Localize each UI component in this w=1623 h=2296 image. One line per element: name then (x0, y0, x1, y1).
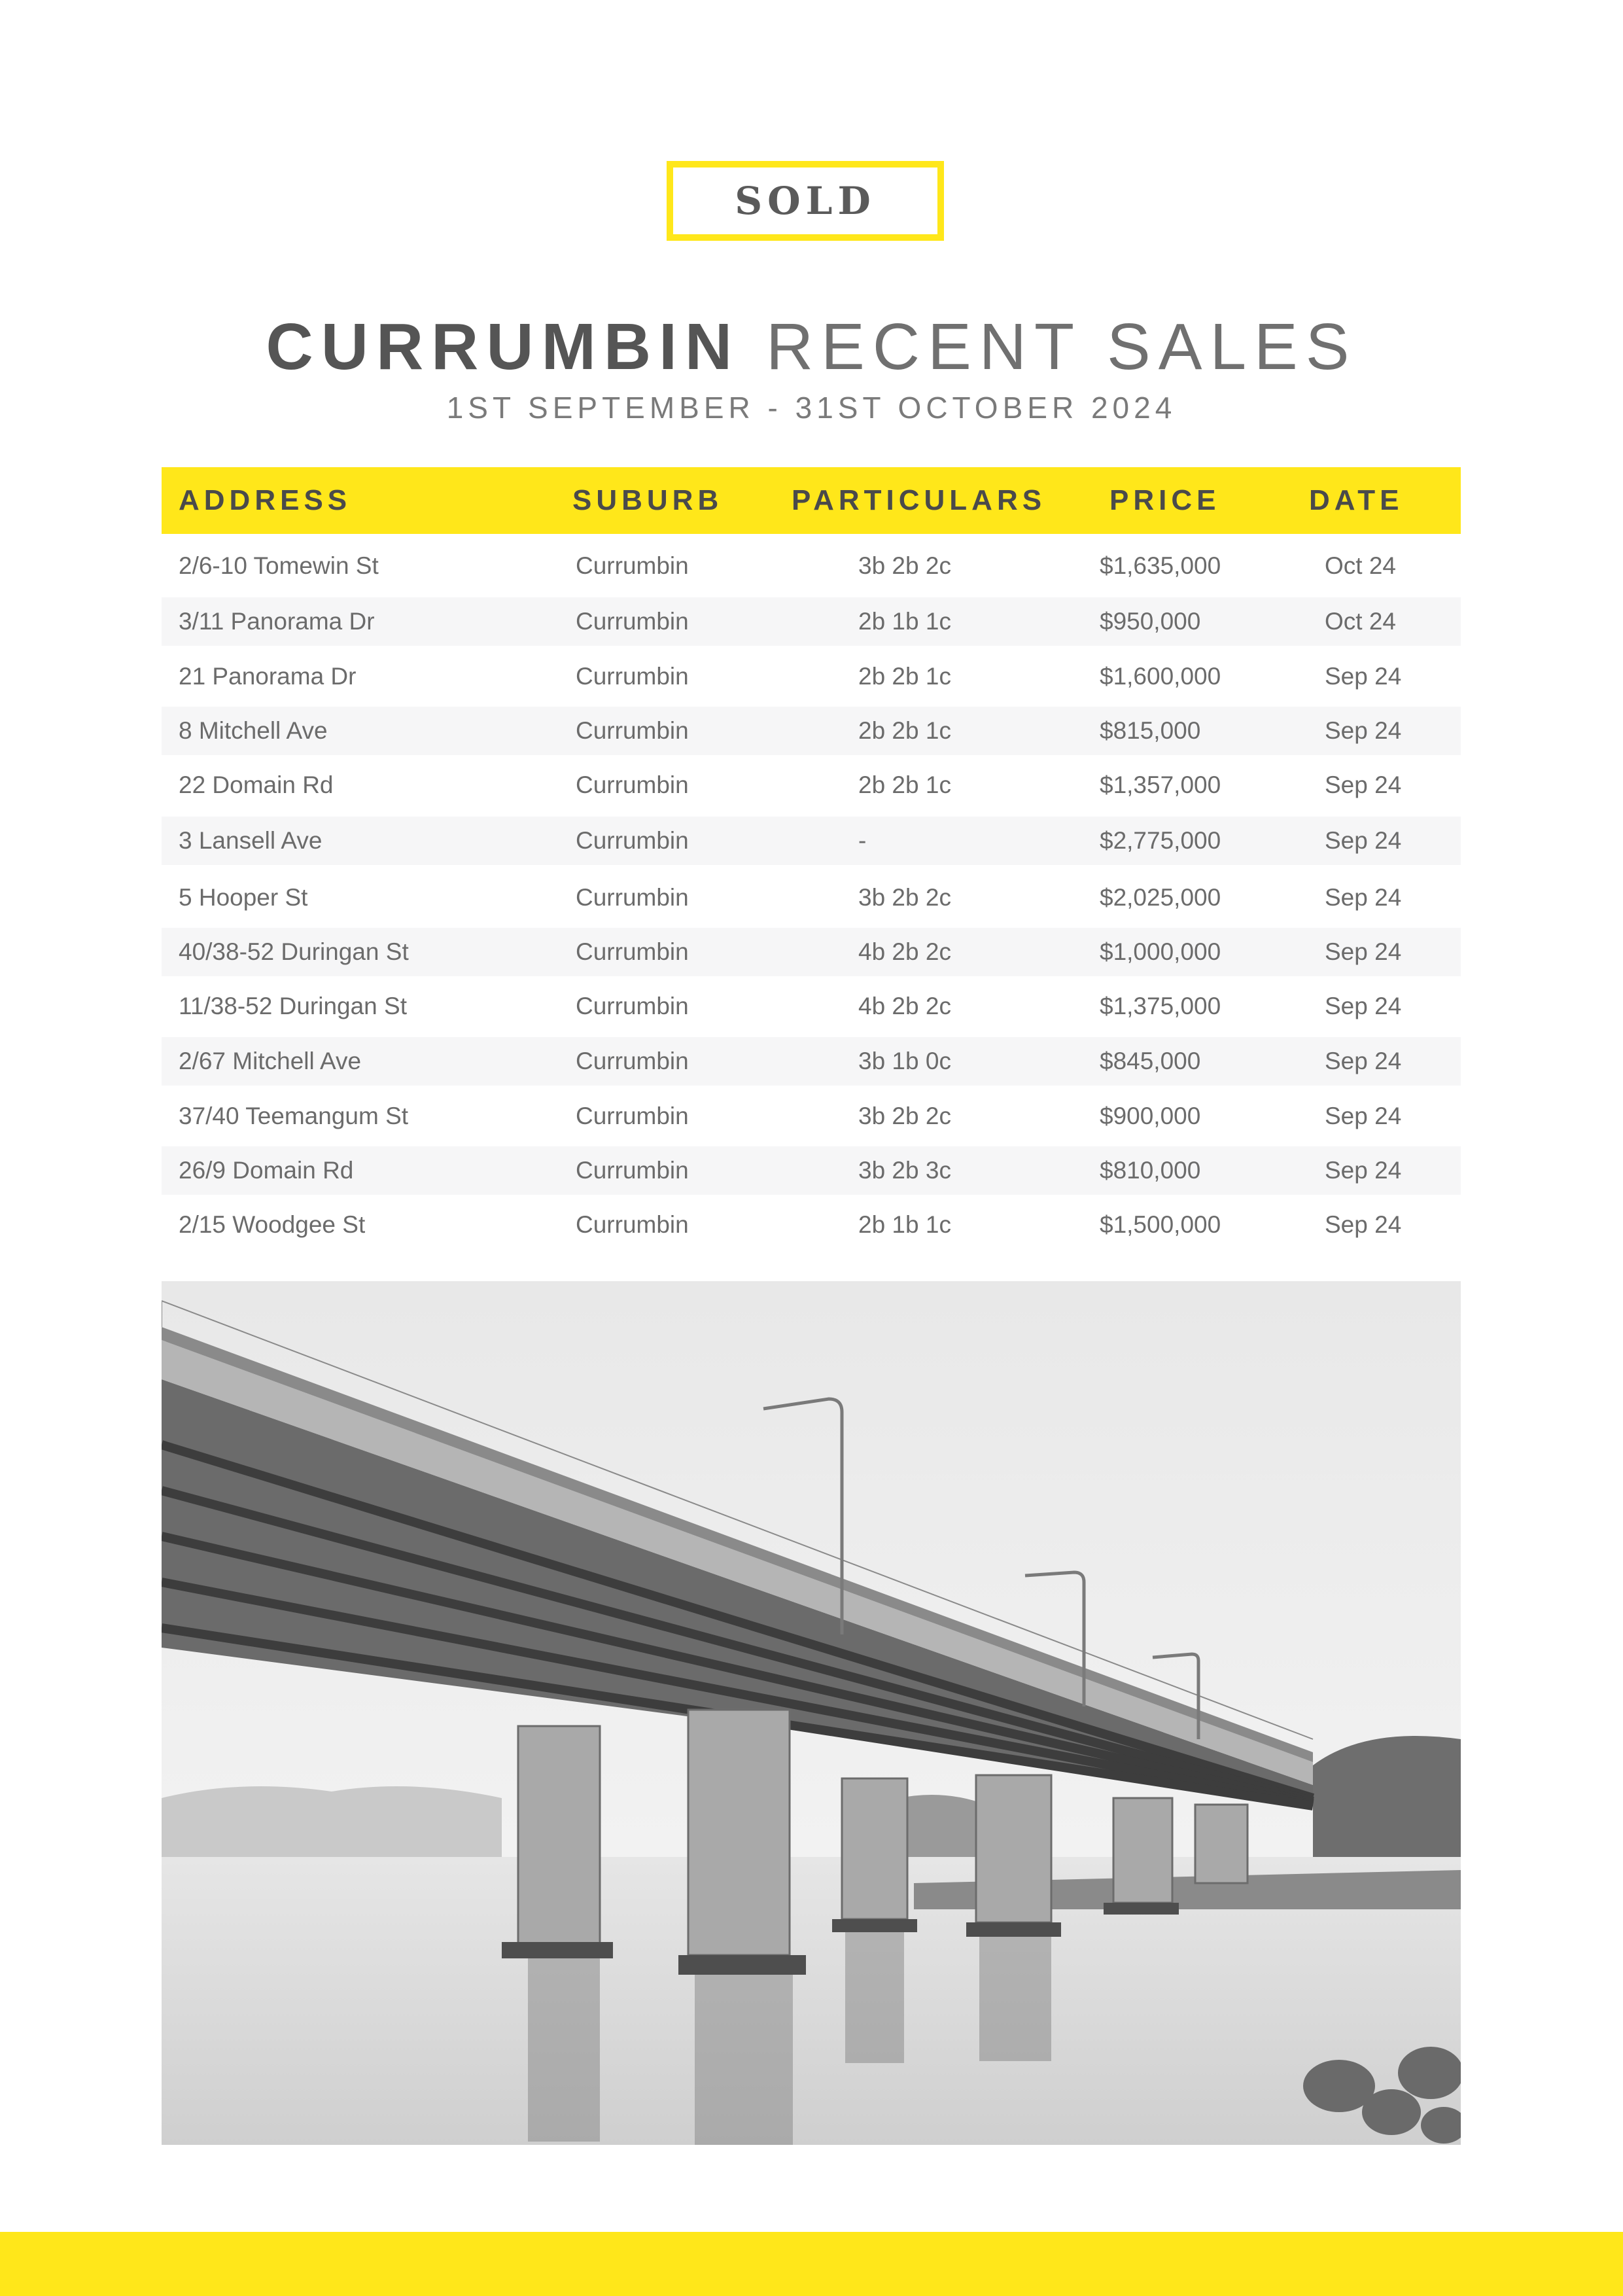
sold-badge (667, 161, 944, 241)
date-range-subtitle: 1ST SEPTEMBER - 31ST OCTOBER 2024 (446, 391, 1177, 425)
table-row (162, 982, 1461, 1031)
cell-particulars: - (858, 827, 867, 854)
cell-address: 22 Domain Rd (179, 771, 334, 798)
cell-date: Sep 24 (1325, 717, 1402, 744)
cell-date: Sep 24 (1325, 827, 1402, 854)
cell-date: Oct 24 (1325, 552, 1396, 579)
table-row (162, 1037, 1461, 1086)
cell-price: $1,600,000 (1100, 663, 1221, 690)
cell-date: Oct 24 (1325, 608, 1396, 635)
cell-price: $950,000 (1100, 608, 1201, 635)
cell-address: 26/9 Domain Rd (179, 1157, 354, 1184)
cell-price: $815,000 (1100, 717, 1201, 744)
cell-particulars: 4b 2b 2c (858, 993, 951, 1019)
cell-suburb: Currumbin (576, 1211, 689, 1238)
cell-particulars: 3b 2b 2c (858, 552, 951, 579)
cell-particulars: 3b 2b 3c (858, 1157, 951, 1184)
cell-date: Sep 24 (1325, 884, 1402, 911)
cell-price: $845,000 (1100, 1048, 1201, 1074)
cell-price: $1,500,000 (1100, 1211, 1221, 1238)
cell-suburb: Currumbin (576, 552, 689, 579)
cell-address: 8 Mitchell Ave (179, 717, 328, 744)
cell-price: $810,000 (1100, 1157, 1201, 1184)
cell-price: $1,635,000 (1100, 552, 1221, 579)
cell-suburb: Currumbin (576, 1103, 689, 1129)
table-row (162, 707, 1461, 755)
cell-suburb: Currumbin (576, 663, 689, 690)
cell-address: 5 Hooper St (179, 884, 308, 911)
cell-address: 11/38-52 Duringan St (179, 993, 407, 1019)
cell-suburb: Currumbin (576, 771, 689, 798)
cell-date: Sep 24 (1325, 771, 1402, 798)
table-row (162, 817, 1461, 865)
cell-particulars: 3b 2b 2c (858, 884, 951, 911)
footer-accent-bar (0, 2232, 1623, 2296)
cell-date: Sep 24 (1325, 1048, 1402, 1074)
cell-particulars: 2b 2b 1c (858, 771, 951, 798)
table-row (162, 1146, 1461, 1195)
cell-date: Sep 24 (1325, 1103, 1402, 1129)
cell-address: 37/40 Teemangum St (179, 1103, 409, 1129)
table-row (162, 1201, 1461, 1249)
cell-particulars: 4b 2b 2c (858, 938, 951, 965)
cell-suburb: Currumbin (576, 717, 689, 744)
cell-price: $2,775,000 (1100, 827, 1221, 854)
cell-address: 40/38-52 Duringan St (179, 938, 409, 965)
cell-particulars: 2b 1b 1c (858, 608, 951, 635)
header-date: DATE (1309, 484, 1404, 516)
sales-table (162, 467, 1461, 1238)
cell-date: Sep 24 (1325, 1211, 1402, 1238)
cell-date: Sep 24 (1325, 1157, 1402, 1184)
header-address: ADDRESS (179, 484, 352, 516)
table-row (162, 652, 1461, 701)
cell-particulars: 2b 2b 1c (858, 663, 951, 690)
cell-particulars: 2b 1b 1c (858, 1211, 951, 1238)
table-row (162, 1092, 1461, 1140)
page-title-rest: RECENT SALES (765, 310, 1357, 383)
cell-price: $2,025,000 (1100, 884, 1221, 911)
cell-price: $1,375,000 (1100, 993, 1221, 1019)
cell-suburb: Currumbin (576, 1157, 689, 1184)
cell-particulars: 3b 1b 0c (858, 1048, 951, 1074)
cell-price: $1,357,000 (1100, 771, 1221, 798)
table-row (162, 874, 1461, 922)
cell-suburb: Currumbin (576, 938, 689, 965)
header-suburb: SUBURB (572, 484, 724, 516)
cell-suburb: Currumbin (576, 1048, 689, 1074)
table-row (162, 597, 1461, 646)
cell-address: 3 Lansell Ave (179, 827, 323, 854)
cell-address: 3/11 Panorama Dr (179, 608, 375, 635)
bridge-photo (162, 1281, 1461, 2145)
table-row (162, 542, 1461, 590)
cell-date: Sep 24 (1325, 993, 1402, 1019)
table-row (162, 761, 1461, 809)
cell-suburb: Currumbin (576, 827, 689, 854)
cell-address: 2/15 Woodgee St (179, 1211, 366, 1238)
cell-date: Sep 24 (1325, 663, 1402, 690)
header-price: PRICE (1109, 484, 1221, 516)
sold-badge-label: SOLD (735, 179, 876, 223)
cell-price: $900,000 (1100, 1103, 1201, 1129)
cell-address: 21 Panorama Dr (179, 663, 357, 690)
cell-suburb: Currumbin (576, 608, 689, 635)
cell-suburb: Currumbin (576, 993, 689, 1019)
cell-date: Sep 24 (1325, 938, 1402, 965)
table-row (162, 928, 1461, 976)
cell-price: $1,000,000 (1100, 938, 1221, 965)
cell-suburb: Currumbin (576, 884, 689, 911)
header-particulars: PARTICULARS (792, 484, 1047, 516)
cell-particulars: 3b 2b 2c (858, 1103, 951, 1129)
page-title-suburb: CURRUMBIN (266, 310, 741, 383)
page-title (0, 308, 1623, 386)
cell-address: 2/67 Mitchell Ave (179, 1048, 362, 1074)
sales-table-header (162, 467, 1461, 534)
cell-particulars: 2b 2b 1c (858, 717, 951, 744)
cell-address: 2/6-10 Tomewin St (179, 552, 379, 579)
